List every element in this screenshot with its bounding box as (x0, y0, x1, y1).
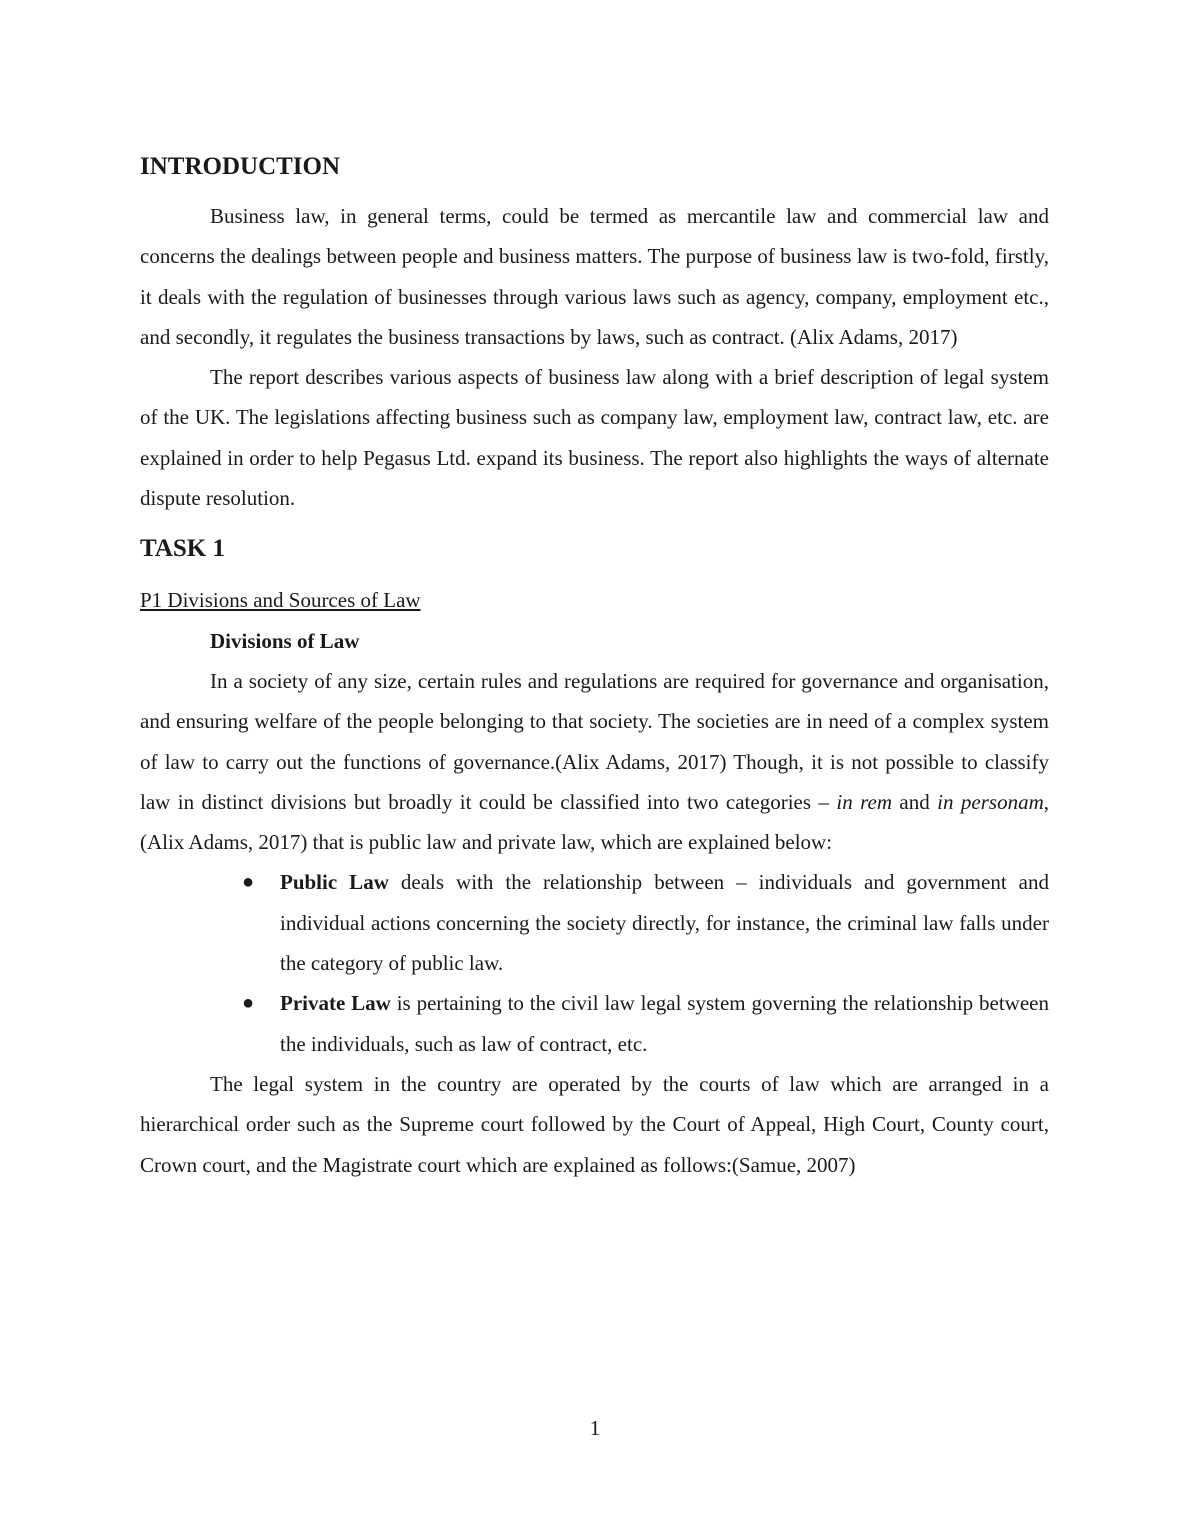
in-personam-term: in personam (937, 789, 1044, 814)
p1-subheading: P1 Divisions and Sources of Law (140, 588, 421, 613)
bullet-icon: ● (242, 871, 255, 894)
bullet-icon: ● (242, 992, 255, 1015)
public-law-text: deals with the relationship between – individuals and government and individual actions concerning the society directly, for instance, the criminal law falls under the category of public law. (280, 870, 1049, 976)
introduction-heading: INTRODUCTION (140, 153, 341, 180)
task-1-heading: TASK 1 (140, 535, 225, 563)
divisions-of-law-heading: Divisions of Law (210, 628, 360, 653)
law-types-list (140, 862, 1049, 1063)
private-law-text: is pertaining to the civil law legal system governing the relationship between the individuals, such as law of contract, etc. (280, 991, 1049, 1056)
private-law-term: Private Law (280, 991, 391, 1016)
document-page (140, 150, 1049, 1185)
list-item-private-law (242, 983, 1049, 1064)
divisions-paragraph (140, 661, 1049, 862)
divisions-paragraph-end: ,(Alix Adams, 2017) that is public law and private law, which are explained below: (140, 789, 1050, 855)
divisions-paragraph-start: In a society of any size, certain rules and regulations are required for governance and organisation, and ensuring welfare of the people belonging to that society. The societies are in need of a complex system of law to carry out the functions of governance.(Alix Adams, 2017) Though, it is not possible to classify law in distinct divisions but broadly it could be classified into two categories – (140, 668, 1049, 814)
in-rem-term: in rem (836, 789, 893, 814)
introduction-paragraph-1: Business law, in general terms, could be termed as mercantile law and commercial law and concerns the dealings between people and business matters. The purpose of business law is two-fold, firstly, it deals with the regulation of businesses through various laws such as agency, company, employment etc., and secondly, it regulates the business transactions by laws, such as contract. (Alix Adams, 2017) (140, 204, 1049, 349)
introduction-paragraph-2: The report describes various aspects of business law along with a brief description of legal system of the UK. The legislations affecting business such as company law, employment law, contract law, etc. are explained in order to help Pegasus Ltd. expand its business. The report also highlights the ways of alternate dispute resolution. (140, 365, 1049, 511)
public-law-term: Public Law (280, 870, 389, 895)
list-item-public-law (242, 862, 1049, 983)
page-number: 1 (589, 1416, 601, 1440)
divisions-paragraph-mid: and (892, 789, 938, 814)
courts-paragraph: The legal system in the country are operated by the courts of law which are arranged in a hierarchical order such as the Supreme court followed by the Court of Appeal, High Court, County court, Crown court, and the Magistrate court which are explained as follows:(Samue, 2007) (140, 1071, 1049, 1177)
